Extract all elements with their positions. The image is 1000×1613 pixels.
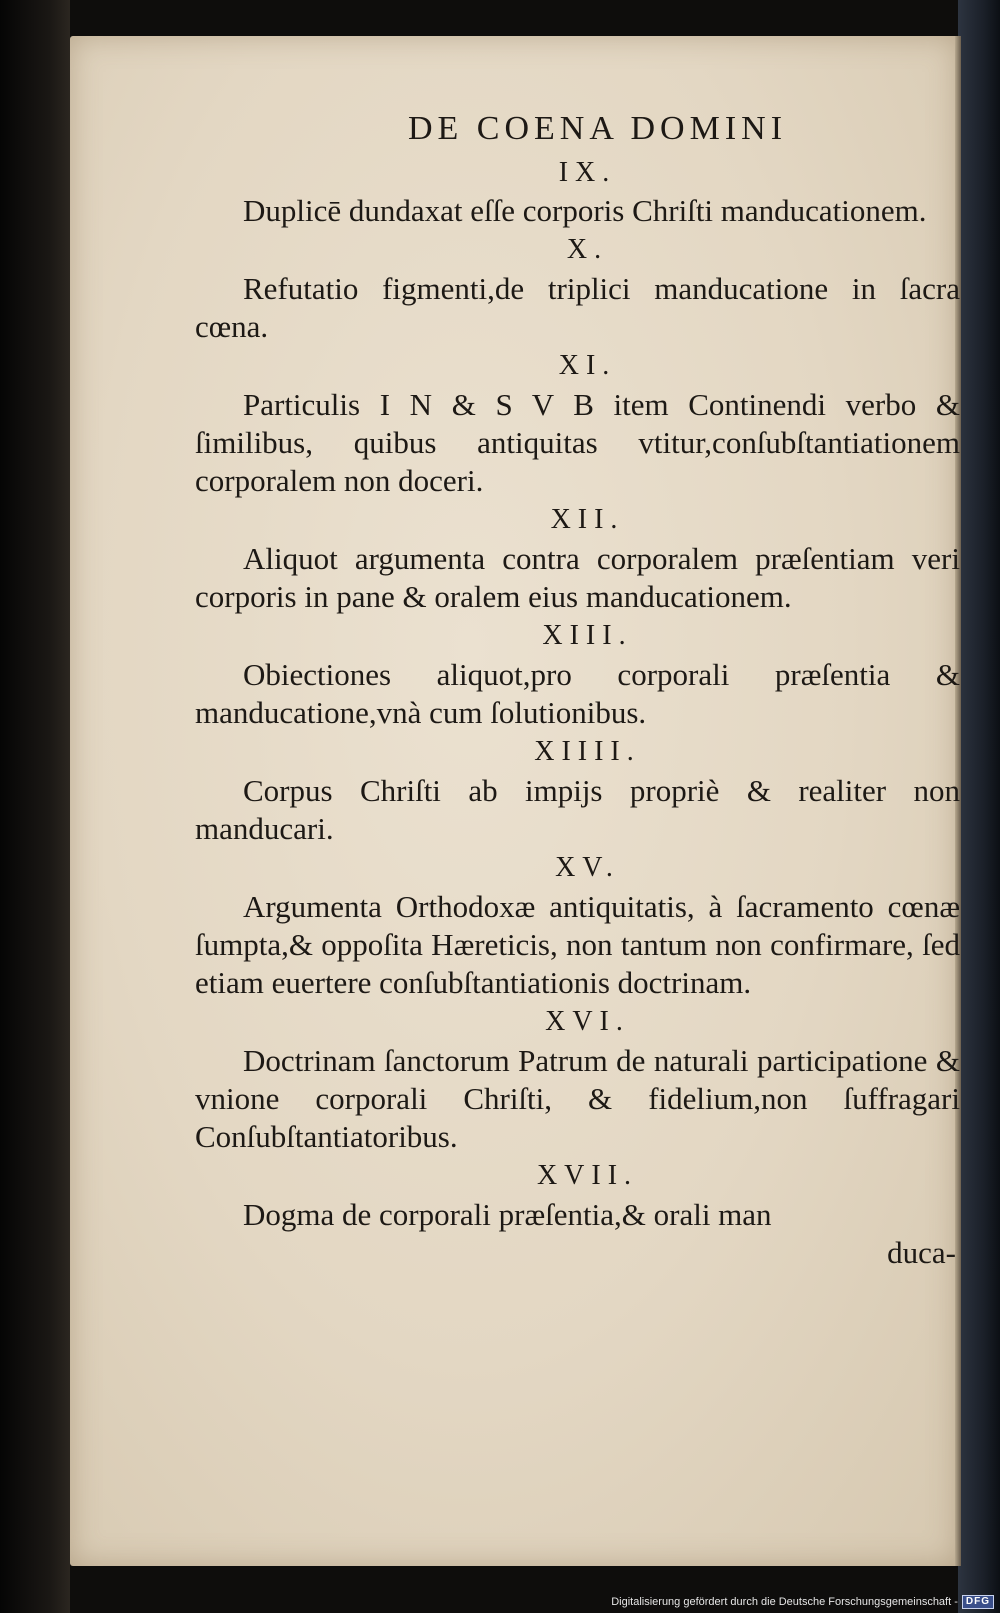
section-numeral: XVII. xyxy=(536,1160,639,1191)
section-numeral: XI. xyxy=(558,350,617,381)
section-numeral: XV. xyxy=(555,852,620,883)
section-13 xyxy=(195,616,960,732)
section-text: Doctrinam ſanctorum Patrum de naturali participatione & vnione corporali Chriſti, & fidelium,non ſuffragari Conſubſtantiatoribus. xyxy=(195,1043,960,1154)
section-numeral: XII. xyxy=(550,504,625,535)
section-9 xyxy=(195,154,960,230)
section-numeral: IX. xyxy=(558,157,617,188)
section-text: Particulis I N & S V B item Continendi verbo & ſimilibus, quibus antiquitas vtitur,conſubſtantiationem corporalem non doceri. xyxy=(195,387,960,498)
credit-text: Digitalisierung gefördert durch die Deutsche Forschungsgemeinschaft - xyxy=(611,1596,958,1608)
section-16 xyxy=(195,1002,960,1156)
scan-background-right xyxy=(958,0,1000,1613)
section-text: Aliquot argumenta contra corporalem præſentiam veri corporis in pane & oralem eius manducationem. xyxy=(195,541,960,614)
section-10 xyxy=(195,230,960,346)
section-12 xyxy=(195,500,960,616)
section-15 xyxy=(195,848,960,1002)
section-numeral: XIII. xyxy=(542,620,633,651)
section-11 xyxy=(195,346,960,500)
section-numeral: X. xyxy=(566,234,609,265)
section-text: Dogma de corporali præſentia,& orali man xyxy=(243,1197,772,1232)
section-text: Obiectiones aliquot,pro corporali præſentia & manducatione,vnà cum ſolutionibus. xyxy=(195,657,960,730)
running-header: DE COENA DOMINI xyxy=(407,110,788,147)
section-text: Duplicē dundaxat eſſe corporis Chriſti manducationem. xyxy=(243,193,927,228)
section-14 xyxy=(195,732,960,848)
catchword: duca- xyxy=(887,1235,956,1270)
page-text xyxy=(195,104,960,1272)
section-text: Argumenta Orthodoxæ antiquitatis, à ſacramento cœnæ ſumpta,& oppoſita Hæreticis, non tantum non confirmare, ſed etiam euertere conſubſtantiationis doctrinam. xyxy=(195,889,960,1000)
section-text: Refutatio figmenti,de triplici manducatione in ſacra cœna. xyxy=(195,271,960,344)
dfg-logo: DFG xyxy=(962,1595,994,1609)
section-text: Corpus Chriſti ab impijs propriè & realiter non manducari. xyxy=(195,773,960,846)
scan-background-left xyxy=(0,0,70,1613)
section-numeral: XIIII. xyxy=(534,736,641,767)
digitization-credit xyxy=(611,1595,994,1609)
section-numeral: XVI. xyxy=(545,1006,630,1037)
section-17 xyxy=(195,1156,960,1234)
